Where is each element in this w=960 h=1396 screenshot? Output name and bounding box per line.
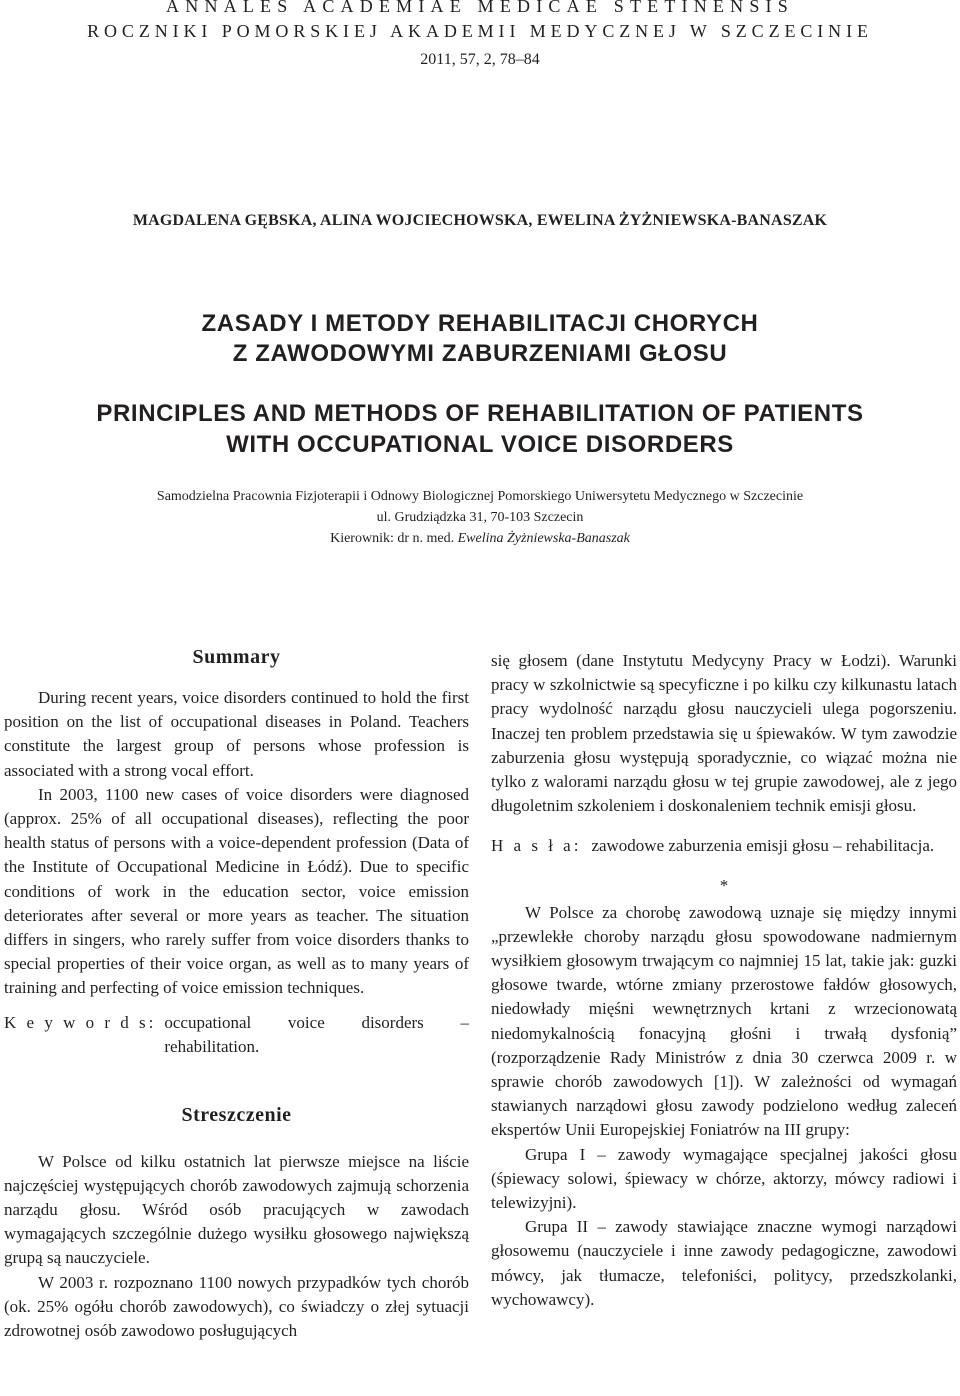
affiliation-address: ul. Grudziądzka 31, 70-103 Szczecin <box>376 510 584 525</box>
journal-title-polish: ROCZNIKI POMORSKIEJ AKADEMII MEDYCZNEJ W SZCZECINIE <box>87 21 873 41</box>
keywords-label: K e y w o r d s: <box>4 1012 157 1032</box>
right-body-main <box>491 901 957 1312</box>
title-english-line-1: PRINCIPLES AND METHODS OF REHABILITATION OF PATIENTS <box>96 400 864 427</box>
streszczenie-body <box>4 1150 469 1344</box>
streszczenie-paragraph-1: W Polsce od kilku ostatnich lat pierwsze miejsce na liście najczęściej występujących chorób zawodowych zajmują schorzenia narządu głosu. Wśród osób pracujących w zawodach wymagających szczególnie dużego wysiłku głosowego największą grupą są nauczyciele. <box>4 1151 469 1268</box>
right-paragraph-1: się głosem (dane Instytutu Medycyny Pracy w Łodzi). Warunki pracy w szkolnictwie są specyficzne i po kilku czy kilkunastu latach pracy wydolność narządu głosu nauczycieli ulega pogorszeniu. Inaczej ten problem przedstawia się u śpiewaków. W tym zawodzie zaburzenia głosu występują sporadycznie, co wiązać można nie tylko z walorami narządu głosu w tej grupie zawodowej, ale z jego długoletnim szkoleniem i doskonaleniem technik emisji głosu. <box>491 651 957 816</box>
affiliation-head-name: Ewelina Żyżniewska-Banaszak <box>457 531 630 546</box>
keywords <box>4 1011 469 1059</box>
journal-title-latin: ANNALES ACADEMIAE MEDICAE STETINENSIS <box>166 0 794 16</box>
left-column <box>4 646 469 1343</box>
title-polish-line-1: ZASADY I METODY REHABILITACJI CHORYCH <box>201 310 759 337</box>
right-column <box>491 649 957 1312</box>
right-paragraph-3: Grupa I – zawody wymagające specjalnej jakości głosu (śpiewacy solowi, śpiewacy w chórze, aktorzy, mówcy radiowi i telewizyjni). <box>491 1144 957 1213</box>
streszczenie-heading: Streszczenie <box>181 1103 292 1126</box>
affiliation-head-prefix: Kierownik: dr n. med. <box>330 531 458 546</box>
right-paragraph-2: W Polsce za chorobę zawodową uznaje się między innymi „przewlekłe choroby narządu głosu spowodowane nadmiernym wysiłkiem głosowym trwającym co najmniej 15 lat, takie jak: guzki głosowe twarde, wtórne zmiany przerostowe fałdów głosowych, niedowłady mięśni wewnętrznych krtani z wrzecionowatą niedomykalnością fonacyjną głośni i trwałą dysfonią” (rozporządzenie Rady Ministrów z dnia 30 czerwca 2009 r. w sprawie chorób zawodowych [1]). W zależności od wymagań stawianych narządowi głosu zawody podzielono według zaleceń ekspertów Unii Europejskiej Foniatrów na III grupy: <box>491 902 957 1140</box>
hasla-label: H a s ł a: <box>491 836 582 856</box>
affiliation-institution: Samodzielna Pracownia Fizjoterapii i Odnowy Biologicznej Pomorskiego Uniwersytetu Medycznego w Szczecinie <box>156 489 804 504</box>
summary-paragraph-2: In 2003, 1100 new cases of voice disorders were diagnosed (approx. 25% of all occupational diseases), reflecting the poor health status of persons with a voice-dependent profession (Data of the Institute of Occupational Medicine in Łódź). Due to specific conditions of work in the education sector, voice emission deteriorates after several or more years as teacher. The situation differs in singers, who rarely suffer from voice disorders thanks to special properties of their voice organ, as well as to many years of training and perfecting of voice emission techniques. <box>4 784 469 998</box>
hasla <box>491 834 957 858</box>
issue-citation: 2011, 57, 2, 78–84 <box>420 51 540 68</box>
affiliation-head <box>0 529 960 549</box>
title-english-line-2: WITH OCCUPATIONAL VOICE DISORDERS <box>226 431 734 458</box>
summary-paragraph-1: During recent years, voice disorders continued to hold the first position on the list of occupational diseases in Poland. Teachers constitute the largest group of persons whose profession is associated with a strong vocal effort. <box>4 688 469 780</box>
streszczenie-paragraph-2: W 2003 r. rozpoznano 1100 nowych przypadków tych chorób (ok. 25% ogółu chorób zawodowych), co świadczy o złej sytuacji zdrowotnej osób zawodowo posługujących <box>4 1272 469 1341</box>
summary-body <box>4 686 469 1001</box>
author-list: MAGDALENA GĘBSKA, ALINA WOJCIECHOWSKA, EWELINA ŻYŻNIEWSKA-BANASZAK <box>132 212 828 229</box>
section-separator-asterisk: * <box>719 876 729 896</box>
right-body-top <box>491 649 957 818</box>
right-paragraph-4: Grupa II – zawody stawiające znaczne wymogi narządowi głosowemu (nauczyciele i inne zawody pedagogiczne, zawodowi mówcy, jak tłumacze, telefoniści, politycy, przedszkolanki, wychowawcy). <box>491 1217 957 1309</box>
hasla-text: zawodowe zaburzenia emisji głosu – rehabilitacja. <box>591 836 935 856</box>
title-polish-line-2: Z ZAWODOWYMI ZABURZENIAMI GŁOSU <box>232 340 728 367</box>
summary-heading: Summary <box>192 646 281 668</box>
keywords-text: occupational voice disorders – rehabilitation. <box>164 1012 469 1056</box>
